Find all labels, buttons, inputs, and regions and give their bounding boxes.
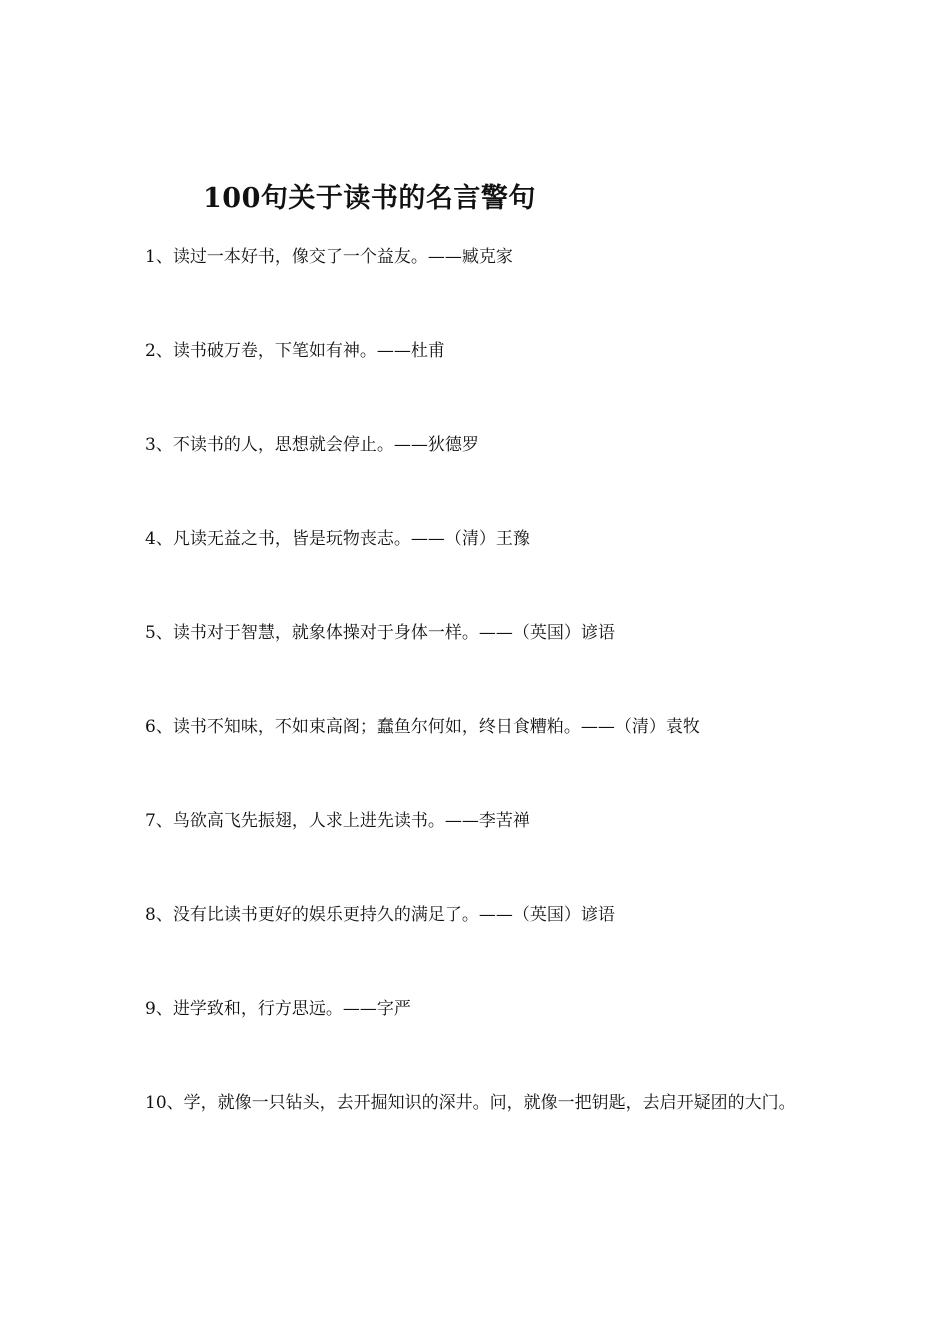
quote-item: 1、读过一本好书，像交了一个益友。——臧克家: [145, 247, 513, 267]
quote-item: 7、鸟欲高飞先振翅，人求上进先读书。——李苦禅: [145, 811, 530, 831]
quote-item: 10、学，就像一只钻头，去开掘知识的深井。问，就像一把钥匙，去启开疑团的大门。: [145, 1093, 796, 1113]
quote-list: [145, 244, 805, 1184]
quote-item: 4、凡读无益之书，皆是玩物丧志。——（清）王豫: [145, 529, 530, 549]
quote-item: 3、不读书的人，思想就会停止。——狄德罗: [145, 435, 479, 455]
quote-item: 5、读书对于智慧，就象体操对于身体一样。——（英国）谚语: [145, 623, 615, 643]
quote-item: 9、进学致和，行方思远。——字严: [145, 999, 411, 1019]
document-title: 100句关于读书的名言警句: [203, 183, 536, 214]
quote-item: 2、读书破万卷，下笔如有神。——杜甫: [145, 341, 445, 361]
quote-item: 8、没有比读书更好的娱乐更持久的满足了。——（英国）谚语: [145, 905, 615, 925]
quote-item: 6、读书不知味，不如束高阁；蠢鱼尔何如，终日食糟粕。——（清）袁牧: [145, 717, 700, 737]
